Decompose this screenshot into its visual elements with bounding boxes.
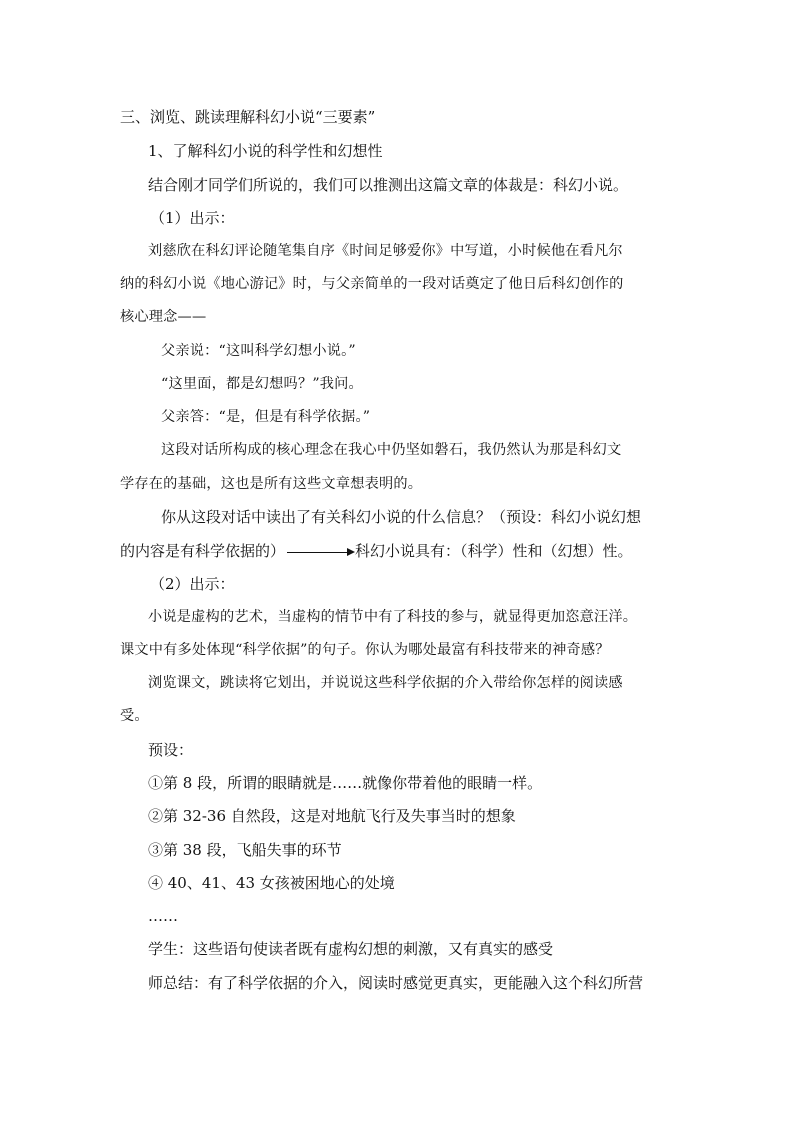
quote-line: 这段对话所构成的核心理念在我心中仍坚如磐石，我仍然认为那是科幻文 (161, 442, 622, 458)
show-label-2: （2）出示： (150, 575, 235, 593)
section-heading: 三、浏览、跳读理解科幻小说“三要素” (120, 108, 376, 126)
preset-label: 预设： (148, 741, 194, 759)
quote-line: 学存在的基础，这也是所有这些文章想表明的。 (120, 476, 423, 492)
long-arrow-icon (287, 552, 353, 553)
ellipsis: …… (148, 907, 178, 925)
show-label-1: （1）出示： (150, 209, 235, 227)
question-line: 你从这段对话中读出了有关科幻小说的什么信息？（预设：科幻小说幻想 (161, 508, 642, 526)
question-line-with-arrow (120, 541, 633, 561)
quote-line: 浏览课文，跳读将它划出，并说说这些科学依据的介入带给你怎样的阅读感 (148, 675, 623, 691)
quote-line: 小说是虚构的艺术，当虚构的情节中有了科技的参与，就显得更加恣意汪洋。 (148, 609, 638, 625)
quote-line: 受。 (120, 708, 149, 724)
preset-item: ③第 38 段，飞船失事的环节 (148, 841, 342, 859)
preset-item: ②第 32-36 自然段，这是对地航飞行及失事当时的想象 (148, 807, 516, 825)
dialogue-line: “这里面，都是幻想吗？”我问。 (161, 376, 363, 392)
question-text-right: 科幻小说具有：（科学）性和（幻想）性。 (355, 542, 633, 560)
preset-item: ④ 40、41、43 女孩被困地心的处境 (148, 874, 395, 892)
quote-line: 刘慈欣在科幻评论随笔集自序《时间足够爱你》中写道，小时候他在看凡尔 (148, 243, 623, 259)
question-text-left: 的内容是有科学依据的） (120, 542, 286, 560)
preset-item: ①第 8 段，所谓的眼睛就是……就像你带着他的眼睛一样。 (148, 774, 543, 792)
quote-line: 课文中有多处体现“科学依据”的句子。你认为哪处最富有科技带来的神奇感？ (120, 642, 610, 658)
dialogue-line: 父亲答：“是，但是有科学依据。” (161, 409, 371, 425)
intro-paragraph: 结合刚才同学们所说的，我们可以推测出这篇文章的体裁是：科幻小说。 (148, 176, 629, 194)
quote-line: 核心理念—— (120, 309, 207, 325)
dialogue-line: 父亲说：“这叫科学幻想小说。” (161, 343, 356, 359)
subheading-science-fantasy: 1、了解科幻小说的科学性和幻想性 (148, 142, 383, 160)
quote-line: 纳的科幻小说《地心游记》时，与父亲简单的一段对话奠定了他日后科幻创作的 (120, 276, 624, 292)
teacher-summary: 师总结：有了科学依据的介入，阅读时感觉更真实，更能融入这个科幻所营 (148, 974, 644, 992)
student-response: 学生：这些语句使读者既有虚构幻想的刺激，又有真实的感受 (148, 940, 554, 958)
